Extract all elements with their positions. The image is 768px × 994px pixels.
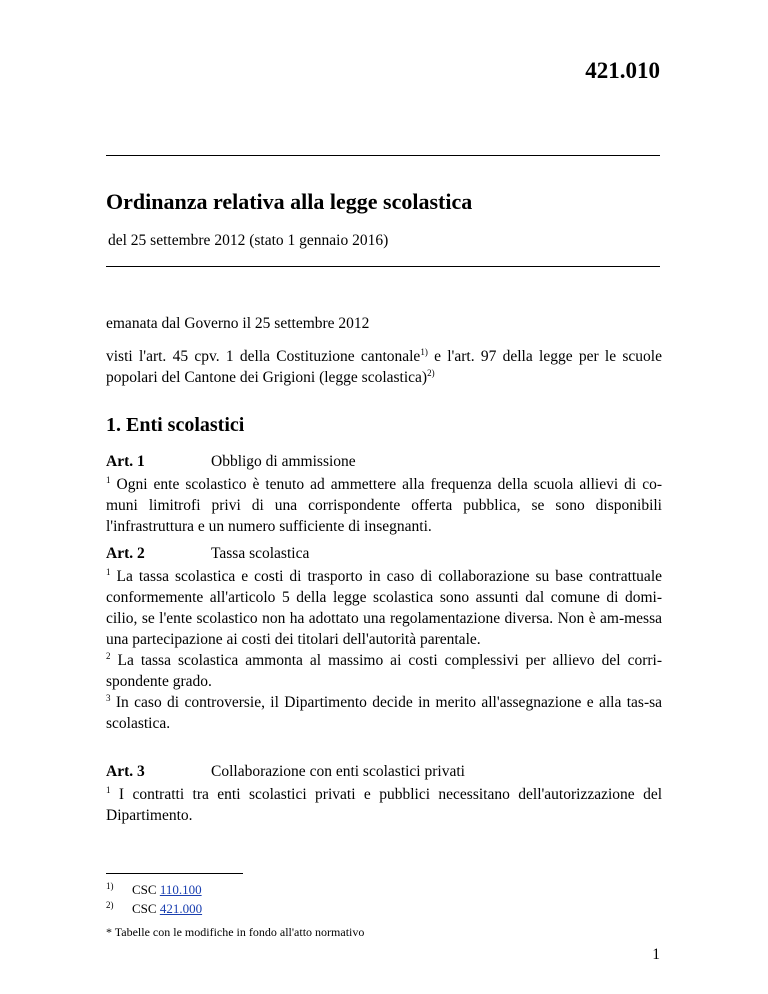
paragraph	[106, 566, 662, 650]
article-title: Tassa scolastica	[211, 545, 310, 562]
article-3-body	[106, 784, 662, 826]
paragraph-text: La tassa scolastica e costi di trasporto in caso di collaborazione su base contrattuale conformemente all'articolo 5 della legge scolastica sono assunti dal comune di domi-cilio, se l'ente scolastico non ha adottato una regolamentazione diversa. Non è am-messa una partecipazione ai costi dei titolari dell'autorità parentale.	[106, 568, 663, 648]
footnote-mark: 1)	[106, 881, 114, 891]
paragraph-text: La tassa scolastica ammonta al massimo ai costi complessivi per allievo del corri-spondente grado.	[106, 652, 662, 690]
footnote-prefix: CSC	[132, 882, 160, 897]
paragraph	[106, 650, 662, 692]
article-1-body	[106, 474, 662, 537]
footnote-ref-2[interactable]: 2)	[427, 368, 435, 378]
visti-text-1: visti l'art. 45 cpv. 1 della Costituzione cantonale	[106, 348, 421, 365]
paragraph	[106, 692, 662, 734]
paragraph-text: I contratti tra enti scolastici privati e pubblici necessitano dell'autorizzazione del Dipartimento.	[106, 786, 663, 824]
title-divider	[106, 266, 660, 267]
paragraph	[106, 474, 662, 537]
visti-text-2: e l'art. 97 della legge per le scuole popolari del Cantone dei Grigioni (legge scolastica)	[106, 348, 662, 386]
footnote-mark: 2)	[106, 900, 114, 910]
footnote-prefix: CSC	[132, 901, 160, 916]
footnote-1	[106, 881, 202, 898]
paragraph	[106, 784, 662, 826]
document-number: 421.010	[585, 58, 660, 83]
paragraph-number: 1	[106, 475, 111, 485]
section-heading: 1. Enti scolastici	[106, 414, 245, 436]
article-title: Obbligo di ammissione	[211, 453, 356, 470]
footnote-link[interactable]: 110.100	[159, 882, 202, 897]
preamble-visti	[106, 346, 662, 388]
article-title: Collaborazione con enti scolastici privati	[211, 763, 465, 780]
article-2-heading	[106, 545, 309, 563]
article-2-body	[106, 566, 662, 734]
page-number: 1	[652, 946, 660, 963]
amendments-note: * Tabelle con le modifiche in fondo all'atto normativo	[106, 925, 365, 939]
footnote-ref-1[interactable]: 1)	[420, 347, 428, 357]
footnote-divider	[106, 873, 243, 874]
paragraph-text: Ogni ente scolastico è tenuto ad ammettere alla frequenza della scuola allievi di co-muni limitrofi privi di una corrispondente offerta pubblica, se sono disponibili l'infrastruttura e un numero sufficiente di insegnanti.	[106, 476, 662, 535]
article-1-heading	[106, 453, 356, 471]
issued-by-line: emanata dal Governo il 25 settembre 2012	[106, 315, 370, 332]
paragraph-number: 2	[106, 651, 111, 661]
footnote-2	[106, 900, 202, 917]
article-number: Art. 2	[106, 545, 145, 562]
paragraph-number: 3	[106, 693, 111, 703]
top-divider	[106, 155, 660, 156]
footnote-link[interactable]: 421.000	[159, 901, 203, 916]
paragraph-text: In caso di controversie, il Dipartimento decide in merito all'assegnazione e alla tas-sa scolastica.	[106, 694, 663, 732]
article-number: Art. 3	[106, 763, 145, 780]
document-date-status: del 25 settembre 2012 (stato 1 gennaio 2016)	[108, 232, 389, 249]
article-number: Art. 1	[106, 453, 145, 470]
paragraph-number: 1	[106, 567, 111, 577]
document-title: Ordinanza relativa alla legge scolastica	[106, 189, 473, 214]
paragraph-number: 1	[106, 785, 111, 795]
article-3-heading	[106, 763, 465, 781]
